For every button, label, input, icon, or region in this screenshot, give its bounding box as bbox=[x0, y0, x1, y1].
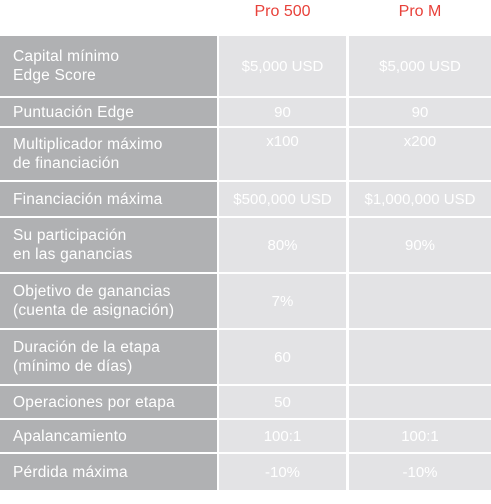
prom-financiacion-maxima: $1,000,000 USD bbox=[349, 182, 491, 218]
plan-name-pro-500: Pro 500 bbox=[254, 3, 311, 20]
pro500-capital-minimo: $5,000 USD bbox=[219, 36, 346, 98]
prom-perdida-maxima: -10% bbox=[349, 454, 491, 490]
prom-puntuacion-edge: 90 bbox=[349, 98, 491, 128]
pro500-duracion-etapa: 60 bbox=[219, 330, 346, 386]
row-label-apalancamiento: Apalancamiento bbox=[0, 420, 217, 454]
plan-name-pro-m: Pro M bbox=[398, 3, 442, 20]
prom-operaciones bbox=[349, 386, 491, 420]
pro500-operaciones: 50 bbox=[219, 386, 346, 420]
prom-duracion-etapa bbox=[349, 330, 491, 386]
pro500-multiplicador: x100 bbox=[219, 128, 346, 182]
prom-participacion: 90% bbox=[349, 218, 491, 274]
row-label-participacion: Su participación en las ganancias bbox=[0, 218, 217, 274]
prom-multiplicador: x200 bbox=[349, 128, 491, 182]
prom-capital-minimo: $5,000 USD bbox=[349, 36, 491, 98]
row-label-objetivo-ganancias: Objetivo de ganancias (cuenta de asignación) bbox=[0, 274, 217, 330]
pro500-objetivo-ganancias: 7% bbox=[219, 274, 346, 330]
row-label-operaciones: Operaciones por etapa bbox=[0, 386, 217, 420]
row-label-multiplicador: Multiplicador máximo de financiación bbox=[0, 128, 217, 182]
row-label-puntuacion-edge: Puntuación Edge bbox=[0, 98, 217, 128]
row-label-perdida-maxima: Pérdida máxima bbox=[0, 454, 217, 490]
pro500-financiacion-maxima: $500,000 USD bbox=[219, 182, 346, 218]
prom-apalancamiento: 100:1 bbox=[349, 420, 491, 454]
pro500-participacion: 80% bbox=[219, 218, 346, 274]
row-label-financiacion-maxima: Financiación máxima bbox=[0, 182, 217, 218]
plan-header bbox=[0, 0, 491, 34]
pro500-perdida-maxima: -10% bbox=[219, 454, 346, 490]
row-label-capital-minimo: Capital mínimo Edge Score bbox=[0, 36, 217, 98]
pro500-puntuacion-edge: 90 bbox=[219, 98, 346, 128]
row-label-duracion-etapa: Duración de la etapa (mínimo de días) bbox=[0, 330, 217, 386]
prom-objetivo-ganancias bbox=[349, 274, 491, 330]
comparison-table bbox=[0, 36, 491, 490]
pro500-apalancamiento: 100:1 bbox=[219, 420, 346, 454]
